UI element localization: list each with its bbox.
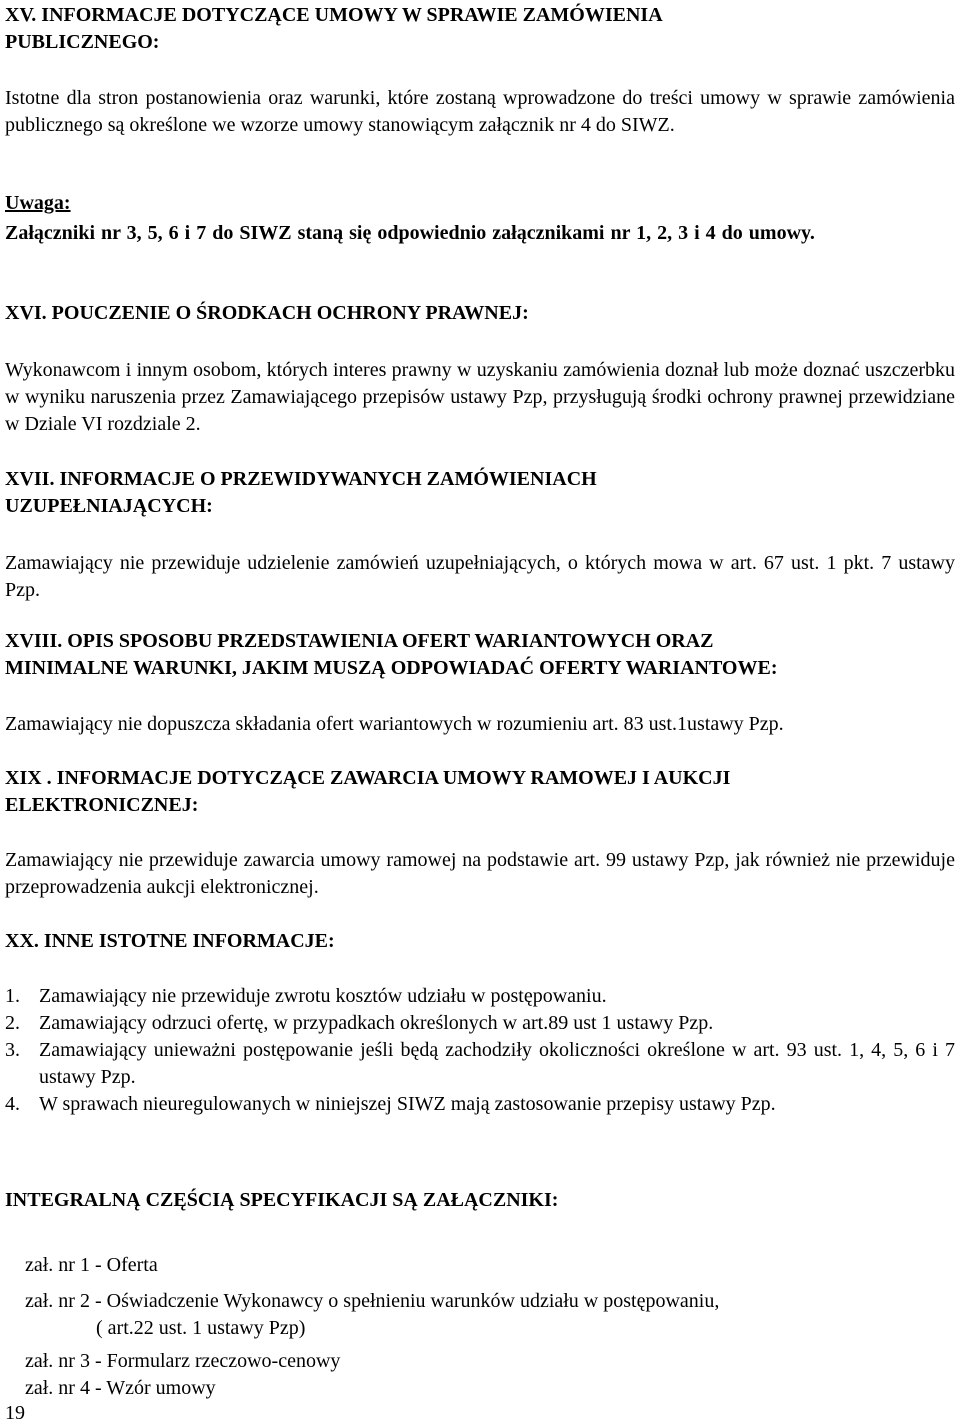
list-item-number: 1. <box>5 985 20 1007</box>
section-xx-heading: XX. INNE ISTOTNE INFORMACJE: <box>5 930 335 952</box>
section-xviii <box>5 628 955 682</box>
list-item <box>5 983 955 1010</box>
attachments-list <box>25 1252 955 1402</box>
attachments-heading: INTEGRALNĄ CZĘŚCIĄ SPECYFIKACJI SĄ ZAŁĄCZNIKI: <box>5 1189 559 1211</box>
attachment-2-note: ( art.22 ust. 1 ustawy Pzp) <box>96 1317 306 1339</box>
list-item <box>5 1091 955 1118</box>
section-xviii-heading-line1: XVIII. OPIS SPOSOBU PRZEDSTAWIENIA OFERT WARIANTOWYCH ORAZ <box>5 630 714 652</box>
list-item <box>5 1037 955 1091</box>
section-xix-heading-line1: XIX . INFORMACJE DOTYCZĄCE ZAWARCIA UMOWY RAMOWEJ I AUKCJI <box>5 767 731 789</box>
section-xix <box>5 765 955 819</box>
list-item-number: 3. <box>5 1039 20 1061</box>
section-xv-body: Istotne dla stron postanowienia oraz warunki, które zostaną wprowadzone do treści umowy w sprawie zamówienia publicznego są określone we wzorze umowy stanowiącym załącznik nr 4 do SIWZ. <box>5 87 955 136</box>
section-xv <box>5 2 955 56</box>
list-item-number: 4. <box>5 1093 20 1115</box>
list-item-text: Zamawiający nie przewiduje zwrotu kosztów udziału w postępowaniu. <box>39 985 607 1007</box>
attachment-4: zał. nr 4 - Wzór umowy <box>25 1377 216 1399</box>
list-item-text: Zamawiający odrzuci ofertę, w przypadkach określonych w art.89 ust 1 ustawy Pzp. <box>39 1012 714 1034</box>
section-xv-heading-line2: PUBLICZNEGO: <box>5 31 160 53</box>
list-item-text: Zamawiający unieważni postępowanie jeśli będą zachodziły okoliczności określone w art. 93 ust. 1, 4, 5, 6 i 7 ustawy Pzp. <box>39 1039 955 1088</box>
section-xix-body: Zamawiający nie przewiduje zawarcia umowy ramowej na podstawie art. 99 ustawy Pzp, jak również nie przewiduje przeprowadzenia aukcji elektronicznej. <box>5 849 955 898</box>
section-xvii-heading-line1: XVII. INFORMACJE O PRZEWIDYWANYCH ZAMÓWIENIACH <box>5 468 597 490</box>
section-xviii-body: Zamawiający nie dopuszcza składania ofert wariantowych w rozumieniu art. 83 ust.1ustawy Pzp. <box>5 713 784 735</box>
attachment-2: zał. nr 2 - Oświadczenie Wykonawcy o spełnieniu warunków udziału w postępowaniu, <box>25 1290 720 1312</box>
note-label: Uwaga: <box>5 192 71 214</box>
section-xv-heading-line1: XV. INFORMACJE DOTYCZĄCE UMOWY W SPRAWIE ZAMÓWIENIA <box>5 4 663 26</box>
list-item <box>5 1010 955 1037</box>
section-xvii-body: Zamawiający nie przewiduje udzielenie zamówień uzupełniających, o których mowa w art. 67 ust. 1 pkt. 7 ustawy Pzp. <box>5 552 955 601</box>
other-info-list <box>5 983 955 1118</box>
section-xviii-heading-line2: MINIMALNE WARUNKI, JAKIM MUSZĄ ODPOWIADAĆ OFERTY WARIANTOWE: <box>5 657 778 679</box>
section-xvii-heading-line2: UZUPEŁNIAJĄCYCH: <box>5 495 213 517</box>
section-xvi-heading: XVI. POUCZENIE O ŚRODKACH OCHRONY PRAWNEJ: <box>5 302 529 324</box>
list-item-text: W sprawach nieuregulowanych w niniejszej SIWZ mają zastosowanie przepisy ustawy Pzp. <box>39 1093 776 1115</box>
page-number: 19 <box>5 1402 25 1424</box>
list-item-number: 2. <box>5 1012 20 1034</box>
section-xvi-body: Wykonawcom i innym osobom, których interes prawny w uzyskaniu zamówienia doznał lub może doznać uszczerbku w wyniku naruszenia przez Zamawiającego przepisów ustawy Pzp, przysługują środki ochrony prawnej przewidziane w Dziale VI rozdziale 2. <box>5 359 955 435</box>
section-xvii <box>5 466 955 520</box>
attachment-1: zał. nr 1 - Oferta <box>25 1254 158 1276</box>
note-text: Załączniki nr 3, 5, 6 i 7 do SIWZ staną się odpowiednio załącznikami nr 1, 2, 3 i 4 do umowy. <box>5 222 815 244</box>
attachment-3: zał. nr 3 - Formularz rzeczowo-cenowy <box>25 1350 341 1372</box>
section-xix-heading-line2: ELEKTRONICZNEJ: <box>5 794 199 816</box>
